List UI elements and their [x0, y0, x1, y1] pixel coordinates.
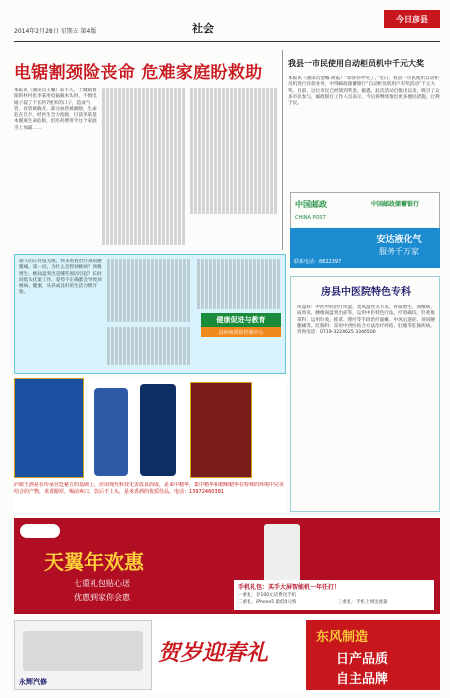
gas-ad-sub: 服务千万家 — [379, 247, 419, 256]
issue-date: 2014年2月28日 星期五 第4版 — [14, 28, 97, 35]
clinic-body: 风湿科：中医中药治疗风湿、类风湿性关节炎、骨质增生、颈椎病、肩周炎、腰椎间盘突出症等，运用中医特色疗法，疗效确切。针灸推拿科：运用针灸、推拿、理疗等手段治疗面瘫、中风后遗症、颈肩腰腿痛等。肛肠科：采用中西医结合方法治疗痔疮、肛瘘等肛肠疾病。咨询电话：0719-3224625 3346500 — [297, 305, 435, 336]
telecom-sub-1: 七重礼包贴心送 — [74, 579, 130, 588]
gift-box-image — [14, 378, 84, 478]
post-logo-sub: CHINA POST — [295, 215, 326, 221]
health-box — [14, 254, 286, 374]
clinic-title: 房县中医院特色专科 — [321, 287, 411, 298]
health-banner-sub: 县疾病预防控制中心 — [201, 327, 281, 337]
post-logo: 中国邮政 — [295, 200, 327, 209]
bank-logo: 中国邮政储蓄银行 — [371, 201, 420, 208]
gas-ad-phone: 联系电话：8822397 — [294, 259, 342, 265]
health-col-2 — [107, 259, 191, 325]
holiday-ad — [152, 620, 306, 690]
telecom-ad — [14, 518, 440, 614]
car-image — [23, 631, 143, 671]
telecom-logo — [20, 524, 60, 538]
main-article-col-2 — [102, 88, 186, 250]
column-divider — [282, 50, 283, 250]
liquor-ad-text: 庐陵王酒是在传承宫廷秘方的基础上，应用现代科技无害改良而成，是来中精华，集中精华和精缩精华在特殊的环境中完美结合的产物，米香醇厚，喝前爽口，饮后不上头，是米香酒的优质佳品。电话：13972460391 — [14, 482, 285, 495]
page-header — [14, 8, 440, 42]
health-col-3 — [197, 259, 281, 315]
bottle-image-2 — [140, 384, 176, 476]
health-col-1: 感人的正骨值无限，快来看看治疗颈肩腰腿痛。第一问，为什么会得颈椎病？颈椎增生、椎间盘突出是哪些原因引起？长时间低头伏案工作、姿势不正确都会导致颈椎病。健康，从养成良好的生活习惯开始。 — [19, 259, 102, 296]
main-headline: 电锯割颈险丧命 危难家庭盼救助 — [14, 63, 263, 83]
telecom-promo: 手机礼包：买手大屏智能机一年任打！ — [238, 584, 341, 591]
bottle-image-1 — [94, 388, 128, 476]
liquor-ad — [14, 378, 286, 516]
phone-image — [264, 524, 300, 588]
gas-ad — [290, 228, 440, 268]
telecom-item-3: 三重礼：手机上网送流量 — [338, 600, 388, 605]
dongfeng-line-2: 自主品牌 — [336, 672, 389, 687]
gas-ad-title: 安达液化气 — [376, 235, 422, 245]
bottle-box-image — [190, 382, 252, 478]
dongfeng-ad — [306, 620, 440, 690]
right-headline: 我县一市民使用自动柜员机中千元大奖 — [288, 59, 424, 68]
main-article-col-3 — [190, 88, 278, 218]
telecom-item-1: 一重礼：存100元话费送手机 — [238, 593, 297, 598]
telecom-promo-box — [234, 580, 434, 610]
auto-brand: 永辉汽修 — [19, 678, 47, 686]
health-banner-title: 健康促进与教育 — [201, 313, 281, 327]
paper-logo: 今日彦县 — [384, 10, 440, 28]
clinic-box — [290, 276, 440, 512]
main-article-col-1: 本报讯（通讯员王璐）前不久，土城镇鲁阳的村村民李某用电锯截木头时，不慎电锯子裂了个长约7厘米的口子，造成气管、食管被截开，部分血管被截断，生命危在旦夕，经医生全力抢救，目前李某基本脱离生命危险，但医药费用令这个家庭雪上加霜…… — [14, 88, 97, 131]
telecom-brand: 天翼年欢惠 — [44, 550, 144, 574]
telecom-item-2: 二重礼：iPhone5 最低0元购 — [238, 600, 297, 605]
dongfeng-line-1: 日产品质 — [336, 652, 389, 667]
holiday-text: 贺岁迎春礼 — [158, 641, 269, 666]
telecom-sub-2: 优惠到家你会惠 — [74, 593, 130, 602]
dongfeng-title: 东风制造 — [316, 630, 369, 645]
right-article-body: 本报讯（通讯员金娜 胡霞）“恭喜你中奖了。”近日，我县一市民使用自动柜员机进行存款业务，中得邮政储蓄银行“自动柜员机用户有奖活动”千元大奖。目前，这位市民已经领到奖金。据悉，此次活动自推出以来，吸引了众多市民参与，邮政银行工作人员表示，今后将继续推出更多便民措施，让利于民。 — [288, 76, 440, 107]
health-col-2b — [107, 327, 191, 367]
auto-repair-ad — [14, 620, 152, 690]
section-title: 社会 — [192, 22, 214, 35]
